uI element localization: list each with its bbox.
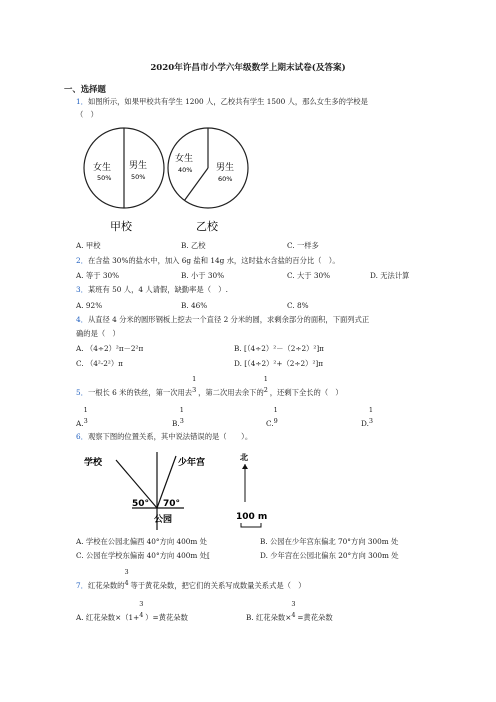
q4-option-d[interactable]: D. [（4÷2）²+（2÷2）²]π — [234, 359, 324, 368]
question-number: 6． — [76, 432, 88, 441]
q2-option-a[interactable]: A. 等于 30% — [76, 271, 120, 280]
q4-option-a[interactable]: A. （4÷2）²π－2²π — [76, 344, 144, 353]
question-1 — [76, 98, 368, 107]
option-fraction: 3 4 — [139, 600, 144, 619]
q6-option-b[interactable]: B. 公园在少年宫东偏北 70°方向 300m 处 — [260, 537, 399, 546]
question-number: 2． — [76, 256, 88, 265]
option-text-pre: B. 红花朵数× — [246, 613, 292, 622]
pie-a-girls-pct: 50% — [97, 174, 112, 182]
pie-b-girls-pct: 40% — [178, 166, 193, 174]
pie-a-boys-pct: 50% — [131, 173, 146, 181]
scale-bar — [241, 523, 261, 527]
fraction-one-third: 1 3 — [192, 375, 197, 394]
question-text: 某班有 50 人，4 人请假，缺勤率是（ ）. — [87, 285, 228, 294]
question-text-c: ，还剩下全长的（ ） — [269, 388, 343, 397]
pie-a-boys-label: 男生 — [129, 161, 148, 171]
option-fraction: 1 9 — [273, 406, 278, 425]
pie-b-girls-label: 女生 — [175, 154, 194, 164]
option-fraction: 3 4 — [291, 600, 296, 619]
option-fraction: 1 3 — [368, 406, 374, 425]
question-4 — [76, 316, 369, 325]
q6-option-a[interactable]: A. 学校在公园北偏西 40°方向 400m 处 — [76, 537, 207, 546]
pie-b-boys-label: 男生 — [216, 163, 235, 173]
pie-a-girls-label: 女生 — [93, 163, 112, 173]
option-label: B. — [172, 419, 180, 428]
map-palace-label: 少年宫 — [178, 458, 206, 468]
question-text: 如图所示，如果甲校共有学生 1200 人，乙校共有学生 1500 人，那么女生多的学校是 — [87, 97, 368, 106]
pie-chart-a — [84, 128, 164, 233]
question-number: 7． — [76, 581, 88, 590]
pie-b-boys-pct: 60% — [218, 175, 233, 183]
map-angle-left: 50° — [132, 499, 150, 509]
option-fraction: 1 3 — [83, 406, 88, 425]
q1-option-b[interactable]: B. 乙校 — [181, 241, 206, 250]
q5-option-d[interactable] — [361, 406, 375, 429]
q1-option-a[interactable]: A. 甲校 — [76, 241, 101, 250]
north-arrow-and-scale — [232, 450, 272, 532]
pie-chart-b — [168, 128, 248, 233]
map-angle-right: 70° — [163, 499, 181, 509]
q6-option-c[interactable]: C. 公园在学校东偏南 40°方向 400m 处[ — [76, 551, 210, 560]
question-text-a: 红花朵数的 — [87, 581, 125, 590]
pie-b-name: 乙校 — [196, 220, 218, 233]
q5-option-b[interactable] — [172, 406, 186, 429]
question-text-b: ，第二次用去余下的 — [198, 388, 264, 397]
question-2 — [76, 257, 340, 266]
pie-a-name: 甲校 — [110, 220, 132, 233]
fraction-one-half: 1 2 — [263, 375, 268, 394]
page-title: 2020年许昌市小学六年级数学上期末试卷(及答案) — [150, 63, 346, 73]
question-number: 4． — [76, 315, 88, 324]
question-number: 5． — [76, 388, 88, 397]
q6-option-d[interactable]: D. 少年宫在公园北偏东 20°方向 300m 处 — [260, 551, 399, 560]
question-text: 观察下图的位置关系，其中说法错误的是（ ）。 — [87, 432, 253, 441]
q2-option-d[interactable]: D. 无法计算 — [370, 271, 410, 280]
question-text-a: 一根长 6 米的铁丝，第一次用去 — [87, 388, 193, 397]
q4-option-b[interactable]: B. [（4÷2）²－（2÷2）²]π — [234, 344, 324, 353]
question-4-continued: 确的是（ ） — [76, 329, 120, 338]
option-label: D. — [361, 419, 369, 428]
option-text-post: ）=黄花朵数 — [145, 613, 188, 622]
option-text-pre: A. 红花朵数×（1+ — [76, 613, 140, 622]
q3-option-c[interactable]: C. 8% — [287, 301, 309, 310]
question-6 — [76, 433, 252, 442]
question-text: 从直径 4 分米的圆形钢板上挖去一个直径 2 分米的圆，求剩余部分的面积，下面列式正 — [87, 315, 370, 324]
question-text: 在含盐 30%的盐水中，加入 6g 盐和 14g 水，这时盐水含盐的百分比（ ）。 — [87, 256, 340, 265]
section-heading: 一、选择题 — [64, 84, 106, 94]
q1-option-c[interactable]: C. 一样多 — [287, 241, 319, 250]
option-text-post: =黄花朵数 — [297, 613, 333, 622]
q5-option-a[interactable] — [76, 406, 90, 429]
q4-option-c[interactable]: C. （4²-2²）π — [76, 359, 123, 368]
pie-charts-figure — [72, 124, 252, 236]
q5-option-c[interactable] — [266, 406, 280, 429]
map-park-label: 公园 — [154, 515, 173, 525]
question-3 — [76, 286, 228, 295]
q2-option-c[interactable]: C. 大于 30% — [287, 271, 331, 280]
map-school-label: 学校 — [84, 458, 103, 468]
question-text-b: 等于黄花朵数，把它们的关系写成数量关系式是（ ） — [130, 581, 306, 590]
scale-label: 100 m — [236, 512, 268, 522]
q3-option-b[interactable]: B. 46% — [181, 301, 208, 310]
q7-option-b[interactable] — [246, 600, 333, 623]
north-label: 北 — [240, 453, 248, 462]
question-number: 1． — [76, 97, 88, 106]
north-arrow-icon — [242, 464, 248, 469]
question-1-continued: （ ） — [76, 110, 98, 119]
q3-option-a[interactable]: A. 92% — [76, 301, 103, 310]
q7-option-a[interactable] — [76, 600, 188, 623]
question-7 — [76, 568, 306, 591]
question-5 — [76, 375, 343, 398]
fraction-three-quarters: 3 4 — [124, 568, 129, 587]
q2-option-b[interactable]: B. 小于 30% — [181, 271, 225, 280]
option-label: C. — [266, 419, 274, 428]
question-number: 3． — [76, 285, 88, 294]
option-fraction: 1 3 — [179, 406, 184, 425]
option-label: A. — [76, 419, 84, 428]
